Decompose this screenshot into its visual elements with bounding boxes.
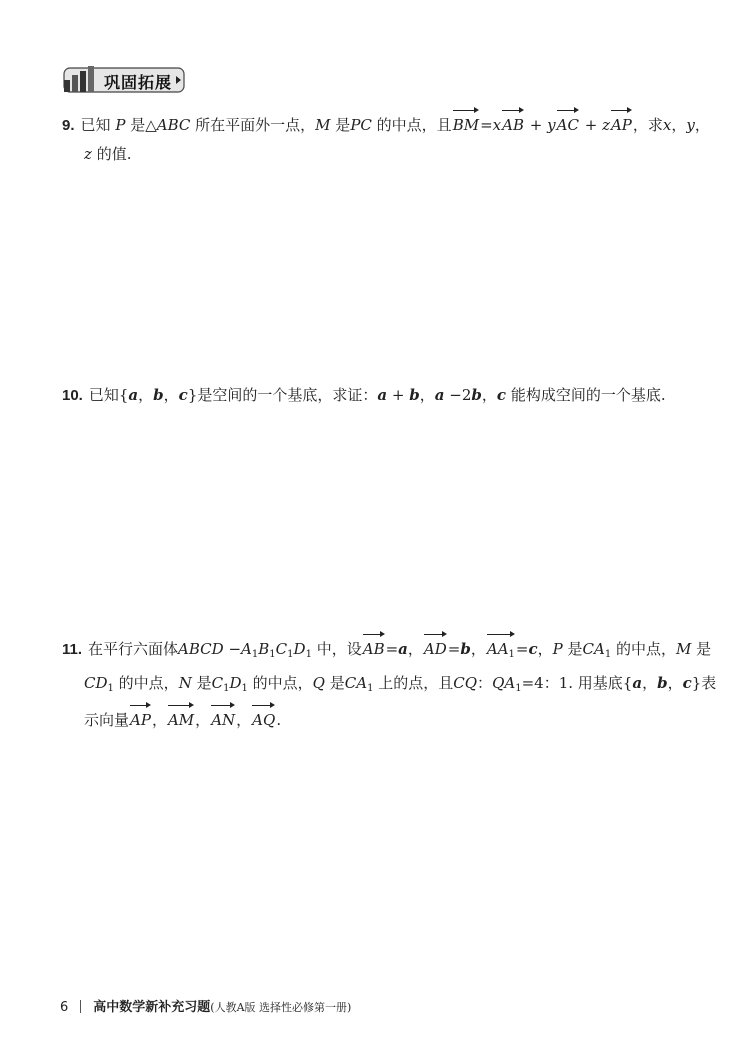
problem-11-line-3	[62, 703, 690, 734]
text: ，	[419, 386, 435, 404]
operator: =	[480, 116, 493, 134]
subscript: 1	[269, 649, 276, 660]
vector-AP: AP	[130, 703, 151, 734]
text: ，求	[632, 116, 663, 134]
subscript: 1	[251, 649, 259, 660]
operator: =	[515, 640, 529, 658]
text: ，	[407, 640, 423, 658]
text: 是	[329, 674, 345, 692]
text: 是	[567, 640, 583, 658]
math-var: ABCD	[178, 640, 224, 658]
problem-9	[62, 108, 710, 168]
vector-c: c	[178, 386, 188, 404]
math-var: D	[293, 640, 306, 658]
vector-a: a	[128, 386, 139, 404]
operator: =	[385, 640, 399, 658]
vector-b: b	[471, 386, 482, 404]
book-edition: (人教A版 选择性必修第一册)	[210, 1001, 352, 1014]
text: }是空间的一个基底，求证：	[187, 386, 378, 404]
subscript: 1	[241, 683, 248, 694]
operator: +	[391, 386, 405, 404]
subscript: 1	[305, 649, 312, 660]
vector-b: b	[153, 386, 164, 404]
math-var: y	[547, 116, 556, 134]
text: 已知	[80, 116, 111, 134]
math-var: CA	[344, 674, 368, 692]
math-var: z	[602, 116, 610, 134]
vector-label: AA	[486, 640, 509, 658]
problem-11-line-2	[62, 669, 717, 703]
text: 上的点，且	[378, 674, 454, 692]
operator: +	[529, 116, 543, 134]
vector-AA1	[487, 632, 515, 669]
problem-number: 10.	[62, 387, 83, 404]
text: ，	[642, 674, 658, 692]
math-var: C	[211, 674, 224, 692]
math-var: z	[84, 145, 92, 163]
math-var: P	[552, 640, 563, 658]
math-var: CA	[582, 640, 605, 658]
text: 的中点，	[616, 640, 677, 658]
text: 已知{	[88, 386, 129, 404]
vector-AB: AB	[363, 632, 385, 663]
math-var: P	[115, 116, 126, 134]
subscript: 1	[367, 683, 374, 694]
text: ，	[138, 386, 154, 404]
math-var: x	[492, 116, 502, 134]
section-badge	[62, 64, 188, 94]
operator: −2	[449, 386, 472, 404]
text: ，	[667, 674, 683, 692]
math-var: C	[275, 640, 288, 658]
text: ：	[477, 674, 493, 692]
problem-11-line-1	[62, 632, 712, 669]
text: .	[276, 711, 282, 729]
vector-a: a	[398, 640, 408, 658]
section-title: 巩固拓展	[104, 73, 173, 92]
subscript: 1	[287, 649, 294, 660]
vector-c: c	[682, 674, 692, 692]
math-var: A	[241, 640, 252, 658]
math-var: CD	[84, 674, 108, 692]
subscript: 1	[515, 683, 522, 694]
subscript: 1	[604, 649, 612, 660]
math-var: M	[676, 640, 692, 658]
text: 所在平面外一点，	[195, 116, 316, 134]
vector-c: c	[528, 640, 538, 658]
problem-9-line-2	[62, 140, 690, 168]
problem-10-line-1	[62, 381, 690, 410]
math-var: N	[178, 674, 192, 692]
text: 能构成空间的一个基底.	[510, 386, 666, 404]
text: 是△	[130, 116, 157, 134]
problem-10	[62, 381, 690, 410]
operator: =	[447, 640, 461, 658]
vector-a: a	[632, 674, 643, 692]
text: ，	[671, 116, 687, 134]
page-footer	[60, 996, 351, 1015]
math-var: PC	[350, 116, 372, 134]
math-var: y	[686, 116, 695, 134]
text: =4：1. 用基底{	[521, 674, 633, 692]
vector-BM: BM	[453, 108, 479, 139]
vector-b: b	[657, 674, 668, 692]
text: 中，设	[316, 640, 362, 658]
vector-c: c	[496, 386, 507, 404]
footer-divider	[80, 1000, 81, 1013]
text: 的中点，	[118, 674, 179, 692]
vector-AD: AD	[424, 632, 447, 663]
text: ，	[537, 640, 553, 658]
text: ，	[694, 116, 710, 134]
vector-AM: AM	[168, 703, 194, 734]
text: ，	[481, 386, 497, 404]
operator: +	[584, 116, 598, 134]
text: 的值.	[96, 145, 132, 163]
text: 的中点，且	[376, 116, 452, 134]
problem-number: 11.	[62, 641, 83, 658]
text: ，	[236, 711, 252, 729]
vector-a: a	[377, 386, 388, 404]
vector-AP: AP	[611, 108, 632, 139]
math-var: QA	[492, 674, 516, 692]
math-var: x	[662, 116, 672, 134]
math-var: CQ	[453, 674, 478, 692]
text: 在平行六面体	[88, 640, 179, 658]
text: 是	[335, 116, 351, 134]
vector-AN: AN	[211, 703, 235, 734]
text: ，	[470, 640, 486, 658]
subscript: 1	[107, 683, 114, 694]
problem-9-line-1	[62, 108, 710, 140]
vector-b: b	[409, 386, 420, 404]
text: }表	[691, 674, 717, 692]
problem-number: 9.	[62, 117, 75, 134]
text: 是	[196, 674, 212, 692]
page-number: 6	[60, 1000, 69, 1015]
book-title: 高中数学新补充习题	[93, 1000, 211, 1015]
text: 示向量	[84, 711, 130, 729]
vector-AC: AC	[557, 108, 579, 139]
operator: −	[228, 640, 242, 658]
subscript: 1	[508, 649, 515, 660]
text: 是	[696, 640, 712, 658]
subscript: 1	[223, 683, 230, 694]
math-var: B	[258, 640, 270, 658]
vector-AQ: AQ	[252, 703, 275, 734]
problem-11	[62, 632, 717, 734]
math-var: M	[315, 116, 331, 134]
text: ，	[195, 711, 211, 729]
text: 的中点，	[252, 674, 313, 692]
text: ，	[163, 386, 179, 404]
math-var: D	[229, 674, 242, 692]
math-var: Q	[312, 674, 325, 692]
math-var: ABC	[156, 116, 191, 134]
text: ，	[151, 711, 167, 729]
vector-b: b	[460, 640, 471, 658]
vector-a: a	[434, 386, 445, 404]
vector-AB: AB	[502, 108, 524, 139]
